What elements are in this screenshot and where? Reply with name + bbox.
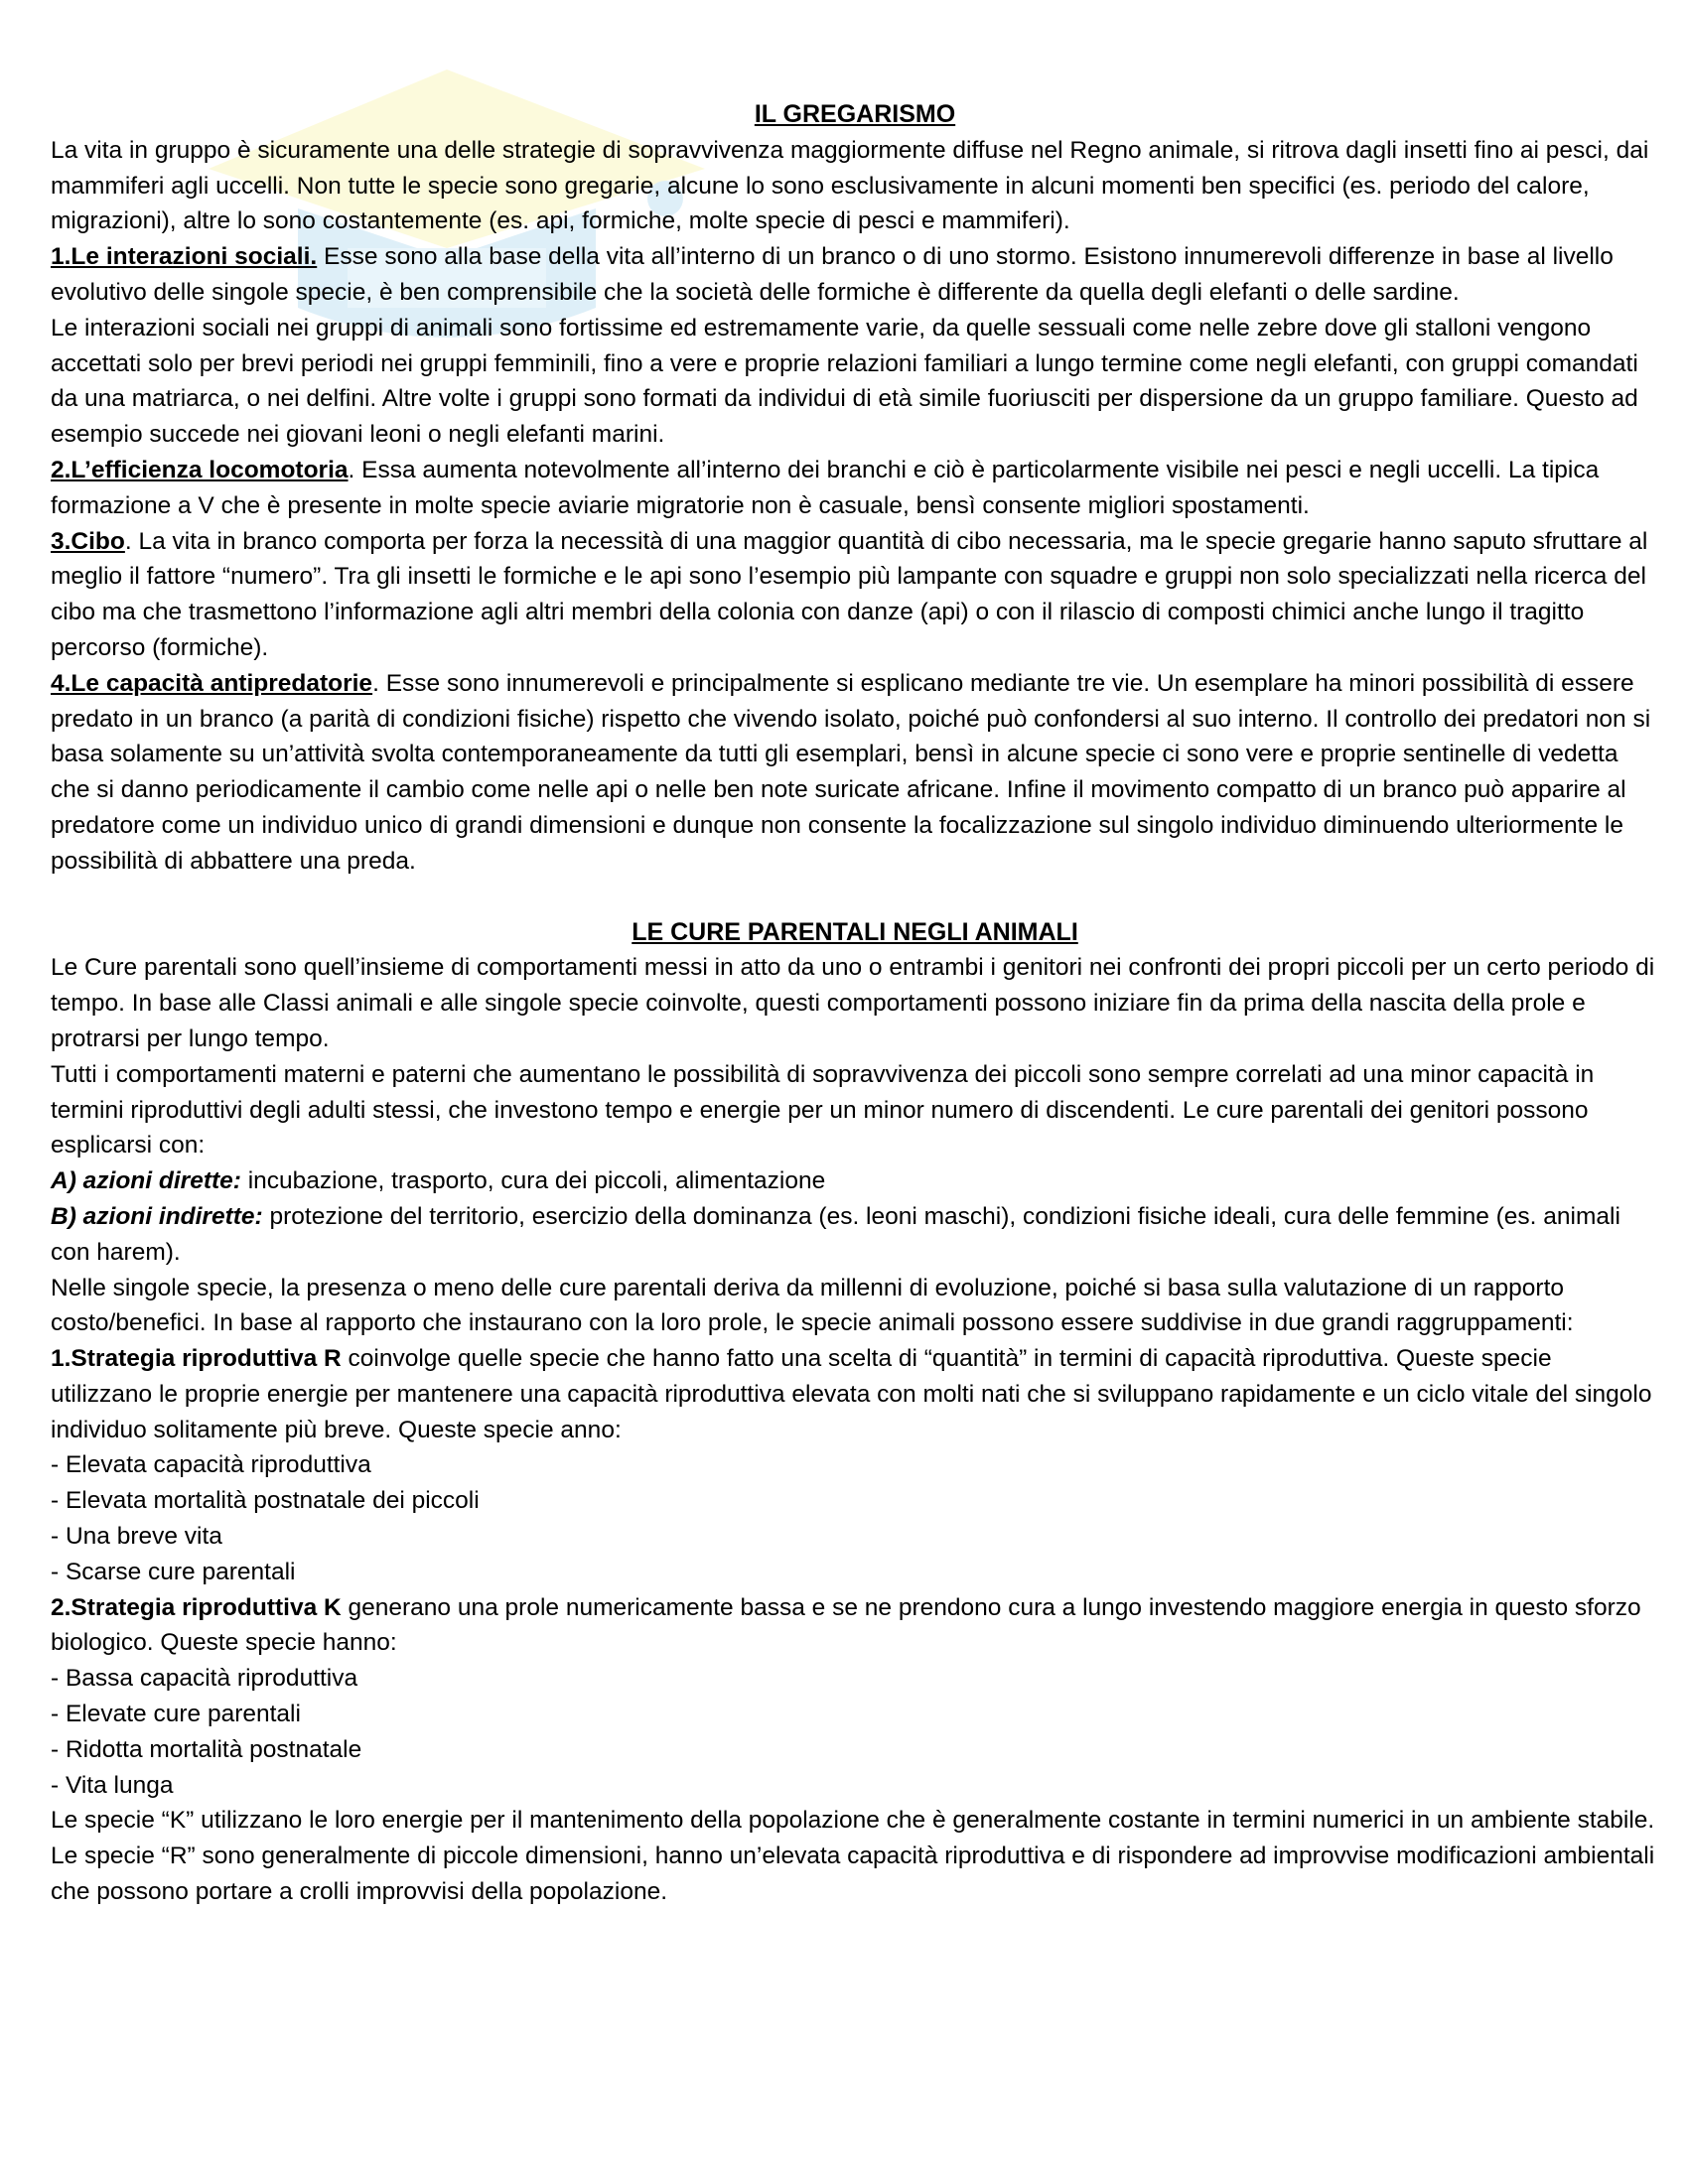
- text-indirect-actions: protezione del territorio, esercizio della dominanza (es. leoni maschi), condizioni fisiche ideali, cura delle femmine (es. animali con harem).: [51, 1202, 1620, 1266]
- section-title-gregarismo: IL GREGARISMO: [754, 100, 956, 128]
- label-indirect-actions: B) azioni indirette:: [51, 1202, 263, 1230]
- label-strategy-k: 2.Strategia riproduttiva K: [51, 1593, 342, 1621]
- heading-locomotion: 2.L’efficienza locomotoria: [51, 456, 349, 483]
- text-strategy-r: coinvolge quelle specie che hanno fatto una scelta di “quantità” in termini di capacità riproduttiva. Queste specie utilizzano le proprie energie per mantenere una capacità riproduttiva elevata con molti nati che si sviluppano rapidamente e un ciclo vitale del singolo individuo solitamente più breve. Queste specie anno:: [51, 1345, 1652, 1443]
- paragraph-locomotion: [51, 453, 1659, 524]
- document-page: [51, 97, 1659, 1910]
- list-item: - Elevata capacità riproduttiva: [51, 1451, 371, 1479]
- text-food: . La vita in branco comporta per forza la necessità di una maggior quantità di cibo necessaria, ma le specie gregarie hanno saputo sfruttare al meglio il fattore “numero”. Tra gli insetti le formiche e le api sono l’esempio più lampante con squadre e gruppi non solo specializzati nella ricerca del cibo ma che trasmettono l’informazione agli altri membri della colonia con danze (api) o con il rilascio di composti chimici anche lungo il tragitto percorso (formiche).: [51, 527, 1648, 661]
- paragraph-antipredator: [51, 666, 1659, 880]
- label-strategy-r: 1.Strategia riproduttiva R: [51, 1345, 342, 1373]
- paragraph-social-interactions: [51, 239, 1659, 311]
- paragraph-evolution: Nelle singole specie, la presenza o meno delle cure parentali deriva da millenni di evoluzione, poiché si basa sulla valutazione di un rapporto costo/benefici. In base al rapporto che instaurano con la loro prole, le specie animali possono essere suddivise in due grandi raggruppamenti:: [51, 1274, 1574, 1337]
- paragraph-intro: La vita in gruppo è sicuramente una delle strategie di sopravvivenza maggiormente diffuse nel Regno animale, si ritrova dagli insetti fino ai pesci, dai mammiferi agli uccelli. Non tutte le specie sono gregarie, alcune lo sono esclusivamente in alcuni momenti ben specifici (es. periodo del calore, migrazioni), altre lo sono costantemente (es. api, formiche, molte specie di pesci e mammiferi).: [51, 136, 1649, 235]
- heading-antipredator: 4.Le capacità antipredatorie: [51, 669, 373, 697]
- paragraph-food: [51, 524, 1659, 666]
- list-item: - Scarse cure parentali: [51, 1558, 296, 1585]
- label-direct-actions: A) azioni dirette:: [51, 1167, 241, 1195]
- paragraph-cure-intro: Le Cure parentali sono quell’insieme di comportamenti messi in atto da uno o entrambi i genitori nei confronti dei propri piccoli per un certo periodo di tempo. In base alle Classi animali e alle singole specie coinvolte, questi comportamenti possono iniziare fin da prima della nascita della prole e protrarsi per lungo tempo.: [51, 954, 1655, 1052]
- paragraph-r-species: Le specie “R” sono generalmente di piccole dimensioni, hanno un’elevata capacità riproduttiva e di rispondere ad improvvise modificazioni ambientali che possono portare a crolli improvvisi della popolazione.: [51, 1843, 1655, 1906]
- paragraph-strategy-r: [51, 1341, 1659, 1447]
- paragraph-cure-behaviours: Tutti i comportamenti materni e paterni che aumentano le possibilità di sopravvivenza dei piccoli sono sempre correlati ad una minor capacità in termini riproduttivi degli adulti stessi, che investono tempo e energie per un minor numero di discendenti. Le cure parentali dei genitori possono esplicarsi con:: [51, 1060, 1595, 1160]
- list-item: - Elevata mortalità postnatale dei piccoli: [51, 1487, 480, 1515]
- paragraph-social-interactions-detail: Le interazioni sociali nei gruppi di animali sono fortissime ed estremamente varie, da quelle sessuali come nelle zebre dove gli stalloni vengono accettati solo per brevi periodi nei gruppi femminili, fino a vere e proprie relazioni familiari a lungo termine come negli elefanti, con gruppi comandati da una matriarca, o nei delfini. Altre volte i gruppi sono formati da individui di età simile fuoriusciti per dispersione da un gruppo familiare. Questo ad esempio succede nei giovani leoni o negli elefanti marini.: [51, 314, 1638, 449]
- heading-food: 3.Cibo: [51, 527, 125, 555]
- list-item: - Una breve vita: [51, 1523, 222, 1551]
- text-antipredator: . Esse sono innumerevoli e principalmente si esplicano mediante tre vie. Un esemplare ha minori possibilità di essere predato in un branco (a parità di condizioni fisiche) rispetto che vivendo isolato, poiché può confondersi al suo interno. Il controllo dei predatori non si basa solamente su un’attività svolta contemporaneamente da tutti gli esemplari, bensì in alcune specie ci sono vere e proprie sentinelle di vedetta che si danno periodicamente il cambio come nelle api o nelle ben note suricate africane. Infine il movimento compatto di un branco può apparire al predatore come un individuo unico di grandi dimensioni e dunque non consente la focalizzazione sul singolo individuo diminuendo ulteriormente le possibilità di abbattere una preda.: [51, 669, 1651, 875]
- paragraph-direct-actions: [51, 1163, 1659, 1199]
- list-item: - Elevate cure parentali: [51, 1701, 301, 1728]
- section-title-cure-parentali: LE CURE PARENTALI NEGLI ANIMALI: [632, 917, 1078, 946]
- paragraph-indirect-actions: [51, 1199, 1659, 1271]
- text-locomotion: . Essa aumenta notevolmente all’interno dei branchi e ciò è particolarmente visibile nei pesci e negli uccelli. La tipica formazione a V che è presente in molte specie aviarie migratorie non è casuale, bensì consente migliori spostamenti.: [51, 456, 1600, 519]
- list-item: - Bassa capacità riproduttiva: [51, 1665, 358, 1693]
- list-item: - Ridotta mortalità postnatale: [51, 1735, 362, 1763]
- text-strategy-k: generano una prole numericamente bassa e se ne prendono cura a lungo investendo maggiore energia in questo sforzo biologico. Queste specie hanno:: [51, 1593, 1641, 1657]
- heading-social-interactions: 1.Le interazioni sociali.: [51, 243, 318, 271]
- text-social-interactions: Esse sono alla base della vita all’interno di un branco o di uno stormo. Esistono innumerevoli differenze in base al livello evolutivo delle singole specie, è ben comprensibile che la società delle formiche è differente da quella degli elefanti o delle sardine.: [51, 243, 1614, 306]
- list-item: - Vita lunga: [51, 1771, 174, 1799]
- text-direct-actions: incubazione, trasporto, cura dei piccoli, alimentazione: [240, 1167, 826, 1195]
- paragraph-k-species: Le specie “K” utilizzano le loro energie per il mantenimento della popolazione che è generalmente costante in termini numerici in un ambiente stabile.: [51, 1807, 1655, 1835]
- paragraph-strategy-k: [51, 1590, 1659, 1662]
